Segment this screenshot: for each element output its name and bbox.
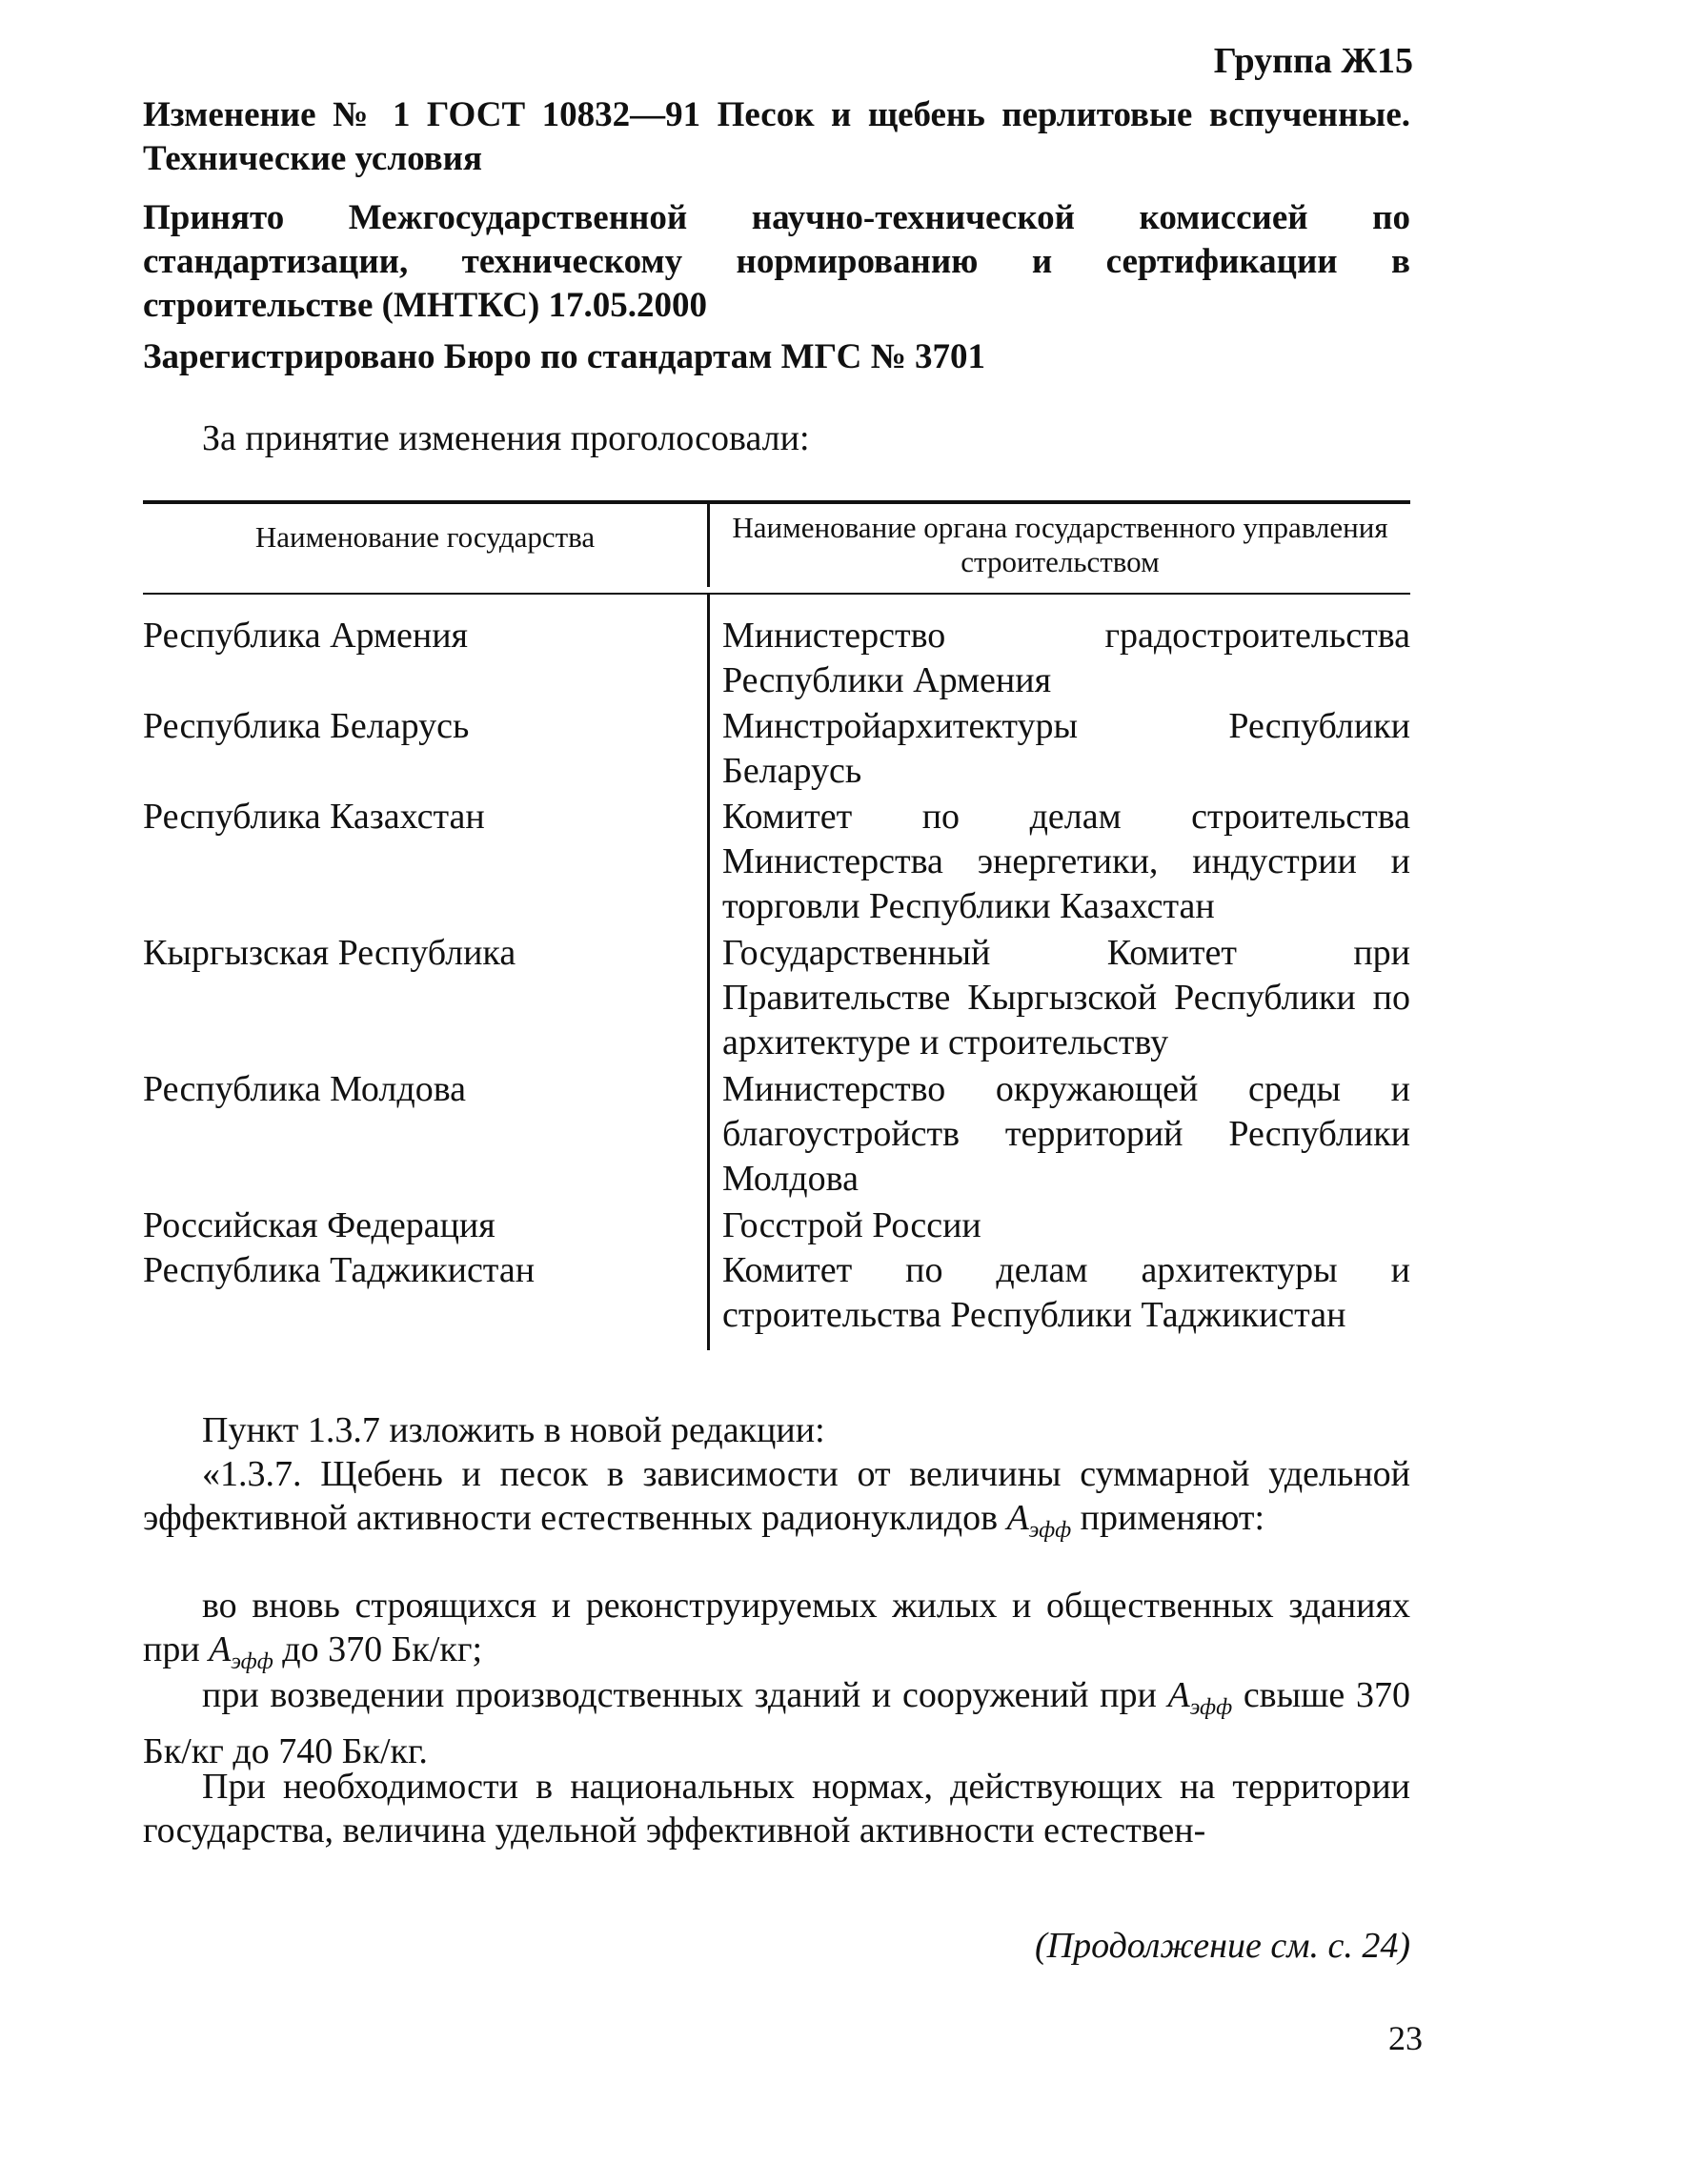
page-number: 23	[1388, 2019, 1423, 2057]
paragraph-national-norms: При необходимости в национальных нормах, действующих на территории государства, величина удельной эффективной активности естествен-	[143, 1767, 1410, 1850]
amendment-title: Изменение № 1 ГОСТ 10832—91 Песок и щебень перлитовые вспученные. Технические условия	[143, 95, 1410, 178]
paragraph-instruction: Пункт 1.3.7 изложить в новой редакции:	[202, 1410, 825, 1450]
table-row-state: Республика Казахстан	[143, 797, 485, 837]
symbol-a-eff: $A_{эфф}$	[209, 1629, 273, 1674]
group-code: Группа Ж15	[1213, 41, 1413, 81]
table-body-divider	[707, 595, 710, 1350]
table-header-org: Наименование органа государственного управления строительством	[732, 511, 1388, 578]
paragraph-residential: во вновь строящихся и реконструируемых жилых и общественных зданиях при $A_{эфф}$ до 370 Бк/кг;	[143, 1586, 1410, 1674]
symbol-a-eff: $A_{эфф}$	[1167, 1675, 1233, 1720]
table-row-state: Республика Молдова	[143, 1069, 467, 1109]
adoption-note: Принято Межгосударственной научно-технической комиссией по стандартизации, техническому нормированию и сертификации в строительстве (МНТКС) 17.05.2000	[143, 198, 1410, 325]
table-row-org: Министерство градостроительства Республики Армения	[722, 616, 1410, 700]
table-header-rule	[143, 593, 1410, 595]
paragraph-industrial: при возведении производственных зданий и сооружений при $A_{эфф}$ свыше 370 Бк/кг до 740 Бк/кг.	[143, 1675, 1410, 1771]
registration-note: Зарегистрировано Бюро по стандартам МГС № 3701	[143, 337, 986, 376]
table-row-org: Госстрой России	[722, 1205, 981, 1245]
vote-intro: За принятие изменения проголосовали:	[202, 418, 810, 458]
symbol-a-eff: $A_{эфф}$	[1006, 1498, 1072, 1543]
table-row-state: Кыргызская Республика	[143, 933, 516, 973]
continuation-note: (Продолжение см. с. 24)	[1034, 1926, 1410, 1966]
paragraph-1-3-7: «1.3.7. Щебень и песок в зависимости от величины суммарной удельной эффективной активности естественных радионуклидов $A_{эфф}$ применяют:	[143, 1454, 1410, 1543]
table-row-org: Комитет по делам строительства Министерства энергетики, индустрии и торговли Республики Казахстан	[722, 797, 1410, 926]
table-row-state: Республика Армения	[143, 616, 469, 656]
table-row-org: Государственный Комитет при Правительстве Кыргызской Республики по архитектуре и строительству	[722, 933, 1410, 1062]
table-row-org: Минстройархитектуры Республики Беларусь	[722, 706, 1410, 791]
table-row-org: Комитет по делам архитектуры и строительства Республики Таджикистан	[722, 1250, 1410, 1335]
table-row-state: Российская Федерация	[143, 1205, 496, 1245]
table-top-rule	[143, 500, 1410, 504]
table-header-state: Наименование государства	[254, 520, 596, 554]
table-header-divider	[707, 502, 710, 587]
table-row-org: Министерство окружающей среды и благоустройств территорий Республики Молдова	[722, 1069, 1410, 1199]
table-row-state: Республика Беларусь	[143, 706, 470, 746]
table-row-state: Республика Таджикистан	[143, 1250, 536, 1290]
